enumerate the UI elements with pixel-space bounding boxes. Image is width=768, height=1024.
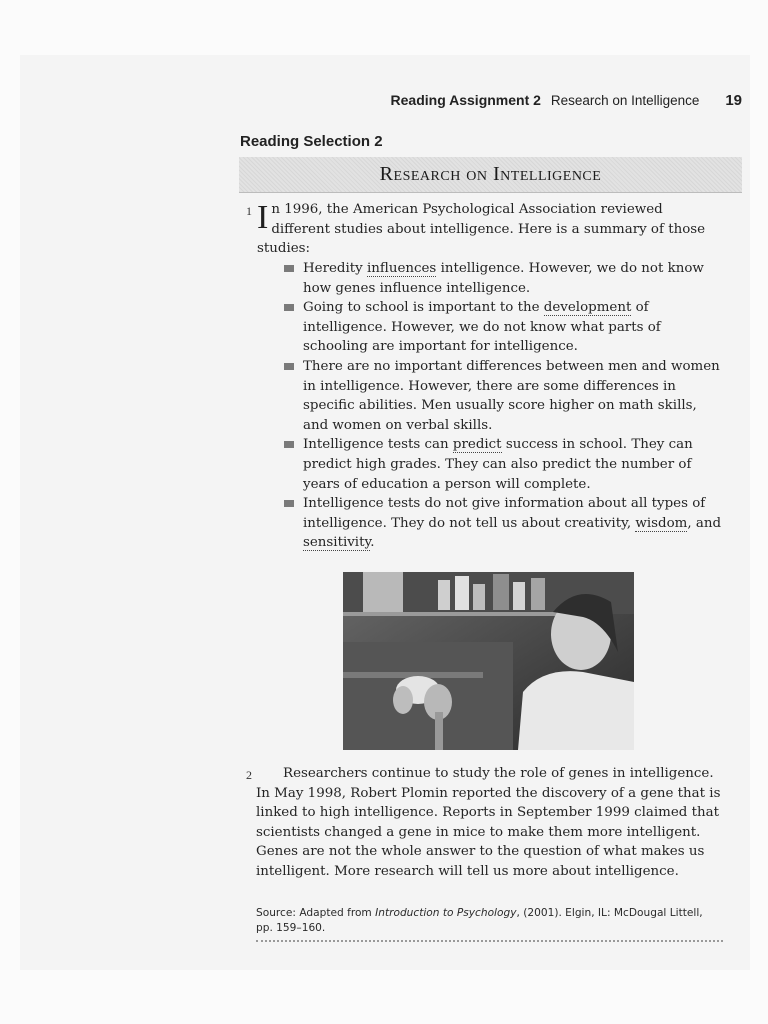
- chapter-title: Research on Intelligence: [550, 93, 700, 108]
- selection-label: Reading Selection 2: [240, 133, 383, 150]
- photo-illustration: [343, 572, 634, 750]
- glossary-word[interactable]: wisdom: [635, 515, 688, 531]
- source-title: Introduction to Psychology: [375, 907, 517, 919]
- glossary-word[interactable]: development: [543, 300, 632, 316]
- square-bullet-icon: [284, 304, 294, 311]
- drop-cap: I: [257, 199, 269, 236]
- paragraph-1: [257, 200, 712, 259]
- glossary-word[interactable]: predict: [452, 437, 502, 453]
- photo-researcher-with-brain-model: [343, 572, 634, 750]
- square-bullet-icon: [284, 363, 294, 370]
- page-number: 19: [725, 92, 742, 109]
- summary-list: [283, 259, 723, 553]
- glossary-word[interactable]: sensitivity: [303, 535, 371, 551]
- paragraph-2: Researchers continue to study the role of genes in intelligence. In May 1998, Robert Plomin reported the discovery of a gene that is linked to high intelligence. Reports in September 1999 claimed that scientists changed a gene in mice to make them more intelligent. Genes are not the whole answer to the question of what makes us intelligent. More research will tell us more about intelligence.: [256, 766, 721, 879]
- list-item: Intelligence tests can predict success in school. They can predict high grades. They can also predict the number of years of education a person will complete.: [283, 435, 723, 494]
- source-citation: Source: Adapted from Introduction to Psychology, (2001). Elgin, IL: McDougal Littell, pp. 159–160.: [256, 907, 703, 934]
- square-bullet-icon: [284, 500, 294, 507]
- paragraph-number: 2: [246, 768, 252, 782]
- assignment-label: Reading Assignment 2: [390, 92, 541, 108]
- list-item: There are no important differences between men and women in intelligence. However, there are some differences in specific abilities. Men usually score higher on math skills, and women on verbal skills.: [283, 357, 723, 435]
- paragraph-number: 1: [246, 204, 252, 218]
- glossary-word[interactable]: influences: [367, 261, 437, 276]
- list-item: Heredity influences intelligence. However, we do not know how genes influence intelligence.: [283, 259, 723, 298]
- square-bullet-icon: [284, 265, 294, 272]
- running-header: [0, 92, 742, 109]
- title-banner: [239, 157, 742, 193]
- divider: [256, 940, 723, 942]
- paragraph-1-text: n 1996, the American Psychological Association reviewed different studies about intelligence. Here is a summary of those studies:: [257, 202, 706, 257]
- list-item: Going to school is important to the development of intelligence. However, we do not know what parts of schooling are important for intelligence.: [283, 298, 723, 357]
- square-bullet-icon: [284, 441, 294, 448]
- list-item: Intelligence tests do not give information about all types of intelligence. They do not tell us about creativity, wisdom, and sensitivity.: [283, 494, 723, 553]
- page-title: Research on Intelligence: [379, 163, 602, 185]
